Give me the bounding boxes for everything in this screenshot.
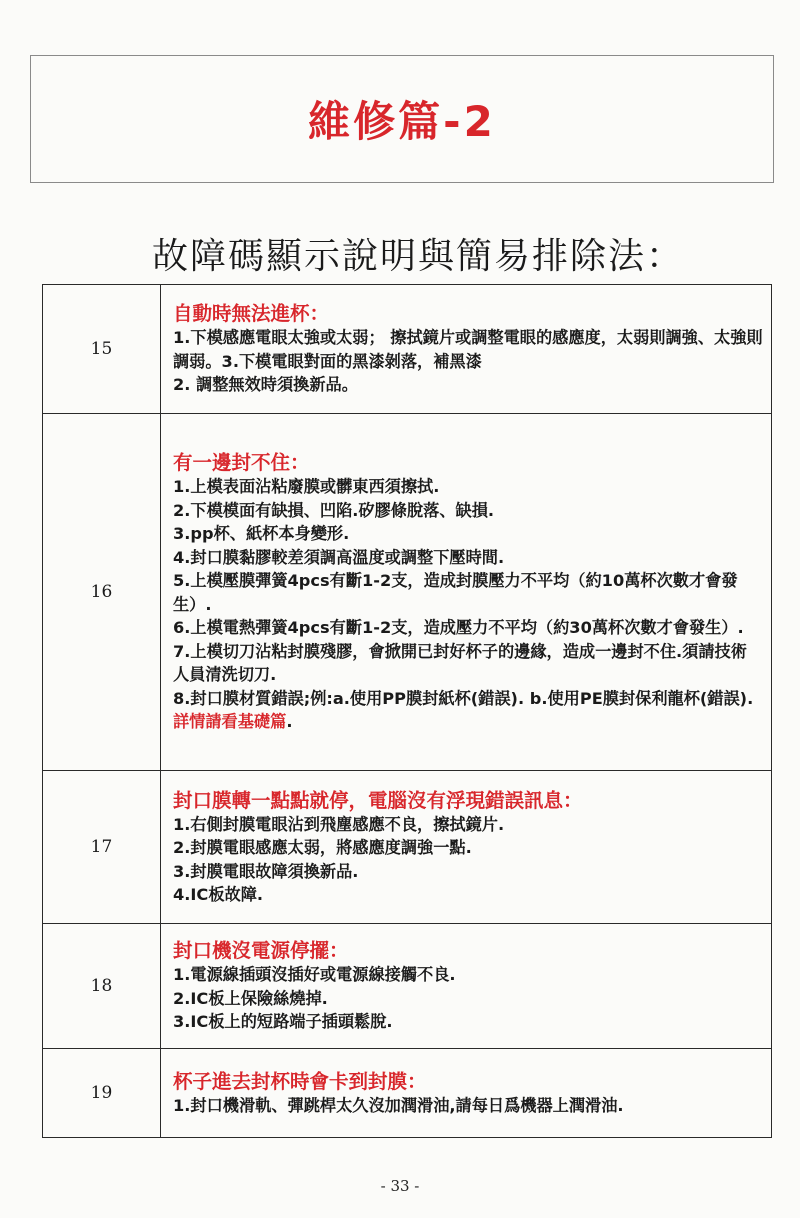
table-row [43, 285, 772, 414]
fault-step: 1.下模感應電眼太強或太弱； 擦拭鏡片或調整電眼的感應度，太弱則調強、太強則調弱。3.下模電眼對面的黑漆剝落，補黑漆 [173, 328, 763, 371]
table-row [43, 414, 772, 771]
fault-code-table [42, 284, 772, 1138]
page-title: 維修篇-2 [308, 97, 496, 146]
fault-step: 3.pp杯、紙杯本身變形. [173, 524, 350, 544]
fault-step: 4.封口膜黏膠較差須調高溫度或調整下壓時間. [173, 547, 505, 567]
fault-step: 5.上模壓膜彈簧4pcs有斷1-2支，造成封膜壓力不平均（約10萬杯次數才會發生）. [173, 571, 738, 614]
fault-title: 杯子進去封杯時會卡到封膜： [173, 1069, 427, 1093]
fault-step: 2.IC板上保險絲燒掉. [173, 988, 328, 1008]
fault-description [161, 771, 772, 924]
fault-step: 1.電源線插頭沒插好或電源線接觸不良. [173, 965, 456, 985]
fault-step: 3.封膜電眼故障須換新品. [173, 861, 359, 881]
page-number: - 33 - [380, 1177, 420, 1195]
fault-step: 8.封口膜材質錯誤;例:a.使用PP膜封紙杯(錯誤). b.使用PE膜封保利龍杯(錯誤). 詳情請看基礎篇. [173, 688, 754, 732]
fault-code: 16 [43, 414, 161, 771]
fault-title: 封口膜轉一點點就停，電腦沒有浮現錯誤訊息： [173, 788, 583, 812]
fault-step: 3.IC板上的短路端子插頭鬆脫. [173, 1012, 393, 1032]
fault-description [161, 1049, 772, 1138]
fault-title: 自動時無法進杯： [173, 302, 330, 326]
fault-code: 19 [43, 1049, 161, 1138]
fault-step: 6.上模電熱彈簧4pcs有斷1-2支，造成壓力不平均（約30萬杯次數才會發生）. [173, 618, 744, 638]
fault-step: 1.右側封膜電眼沾到飛塵感應不良，擦拭鏡片. [173, 814, 505, 834]
fault-step-text: 8.封口膜材質錯誤;例:a.使用PP膜封紙杯(錯誤). b.使用PE膜封保利龍杯(錯誤). [173, 688, 754, 708]
table-row [43, 924, 772, 1049]
fault-title: 封口機沒電源停擺： [173, 939, 349, 963]
fault-step-note: 詳情請看基礎篇 [173, 712, 287, 732]
fault-code: 15 [43, 285, 161, 414]
fault-step: 4.IC板故障. [173, 885, 264, 904]
fault-step: 7.上模切刀沾粘封膜殘膠，會掀開已封好杯子的邊緣，造成一邊封不住.須請技術人員清洗切刀. [173, 641, 747, 685]
fault-description [161, 285, 772, 414]
fault-code: 17 [43, 771, 161, 924]
fault-step: 2.下模模面有缺損、凹陷.矽膠條脫落、缺損. [173, 500, 495, 520]
fault-step: 1.上模表面沾粘廢膜或髒東西須擦拭. [173, 477, 440, 497]
fault-description [161, 414, 772, 771]
table-row [43, 1049, 772, 1138]
section-subtitle: 故障碼顯示說明與簡易排除法： [151, 236, 684, 277]
table-row [43, 771, 772, 924]
fault-description [161, 924, 772, 1049]
fault-title: 有一邊封不住： [173, 451, 310, 475]
fault-step: 1.封口機滑軌、彈跳桿太久沒加潤滑油,請每日爲機器上潤滑油. [173, 1095, 624, 1115]
fault-code: 18 [43, 924, 161, 1049]
fault-step: 2.封膜電眼感應太弱，將感應度調強一點. [173, 838, 472, 857]
fault-step: 2. 調整無效時須換新品。 [173, 375, 358, 395]
title-box [30, 55, 774, 183]
